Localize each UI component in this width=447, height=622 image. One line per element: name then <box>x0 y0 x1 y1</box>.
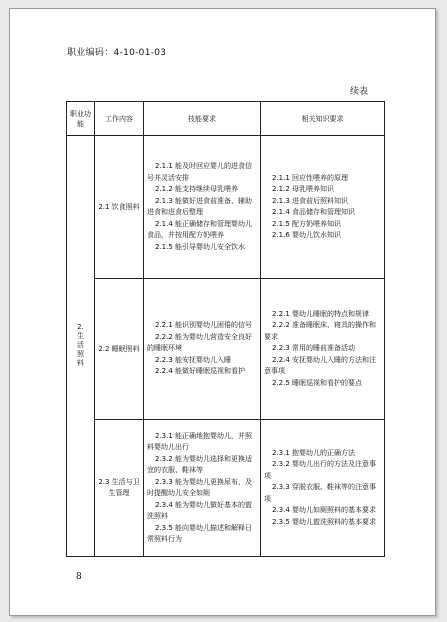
table-row <box>67 420 385 557</box>
table-header-row <box>67 102 385 136</box>
function-cell <box>67 136 95 557</box>
header-knowledge: 相关知识要求 <box>261 102 385 136</box>
knowledge-item: 2.1.5 配方奶喂养知识 <box>272 219 342 228</box>
knowledge-item: 2.1.2 母乳喂养知识 <box>272 185 335 193</box>
header-work: 工作内容 <box>95 102 144 136</box>
skill-item: 2.1.1 能及时回应婴儿的进食信号并灵活安排 <box>147 162 253 182</box>
skill-item: 2.3.2 能为婴幼儿选择和更换适宜的衣服、鞋袜等 <box>147 454 253 474</box>
knowledge-cell <box>261 420 385 557</box>
skill-item: 2.3.5 能向婴幼儿描述和解释日常照料行为 <box>147 523 253 543</box>
skill-item: 2.2.4 能做好睡眠巡视和看护 <box>155 367 246 376</box>
knowledge-item: 2.3.5 婴幼儿盥洗照料的基本要求 <box>272 517 377 526</box>
work-cell: 2.1 饮食照料 <box>95 136 144 279</box>
continued-label: 续表 <box>350 87 369 97</box>
knowledge-item: 2.1.3 进食前后照料知识 <box>272 196 349 205</box>
knowledge-item: 2.1.4 食品储存和管理知识 <box>272 208 356 216</box>
skill-item: 2.2.3 能安抚婴幼儿入睡 <box>155 355 232 364</box>
knowledge-item: 2.1.6 婴幼儿饮水知识 <box>272 231 342 239</box>
knowledge-item: 2.1.1 回应性喂养的原理 <box>272 173 349 182</box>
skills-table <box>66 101 385 557</box>
table-row <box>67 279 385 420</box>
knowledge-item: 2.3.3 穿脱衣服、鞋袜等的注意事项 <box>264 483 377 503</box>
skills-cell <box>144 420 261 557</box>
skill-item: 2.2.2 能为婴幼儿营造安全良好的睡眠环境 <box>147 332 253 353</box>
work-cell: 2.2 睡眠照料 <box>95 279 144 420</box>
knowledge-item: 2.2.5 睡眠巡视和看护的要点 <box>272 378 363 387</box>
skill-item: 2.1.4 能正确储存和管理婴幼儿食品，并按用配方奶喂养 <box>147 219 253 239</box>
table-row <box>67 136 385 279</box>
document-page <box>9 8 436 616</box>
header-function: 职业功能 <box>67 102 95 136</box>
page-number: 8 <box>76 572 82 582</box>
skill-item: 2.1.3 能做好进食前准备、辅助进食和进食后整理 <box>147 196 253 216</box>
knowledge-cell <box>261 136 385 279</box>
skill-item: 2.1.2 能支持继续母乳喂养 <box>155 185 239 193</box>
skills-cell <box>144 279 261 420</box>
knowledge-item: 2.3.1 抱婴幼儿的正确方法 <box>272 448 356 457</box>
header-skills: 技能要求 <box>144 102 261 136</box>
skill-item: 2.2.1 能识别婴幼儿困倦的信号 <box>155 321 253 330</box>
knowledge-item: 2.2.2 准备睡眠床、寝具的操作和要求 <box>264 321 377 341</box>
skill-item: 2.3.3 能为婴幼儿更换尿布，及时提醒幼儿安全如厕 <box>147 477 253 497</box>
function-label: 2. 生活照料 <box>77 322 84 367</box>
knowledge-item: 2.2.1 婴幼儿睡眠的特点和规律 <box>272 309 370 318</box>
knowledge-item: 2.3.4 婴幼儿如厕照料的基本要求 <box>272 506 377 515</box>
knowledge-item: 2.2.4 安抚婴幼儿入睡的方法和注意事项 <box>264 355 377 376</box>
skill-item: 2.3.1 能正确地抱婴幼儿，并照料婴幼儿出行 <box>147 431 253 451</box>
skill-item: 2.3.4 能为婴幼儿做好基本的盥洗照料 <box>147 500 253 520</box>
occupation-code: 职业编码：4-10-01-03 <box>67 48 167 58</box>
knowledge-item: 2.3.2 婴幼儿出行的方法及注意事项 <box>264 460 377 480</box>
knowledge-cell <box>261 279 385 420</box>
knowledge-item: 2.2.3 常用的睡前准备活动 <box>272 344 356 353</box>
skill-item: 2.1.5 能引导婴幼儿安全饮水 <box>155 242 246 251</box>
skills-cell <box>144 136 261 279</box>
work-cell: 2.3 生活与卫生管理 <box>95 420 144 557</box>
